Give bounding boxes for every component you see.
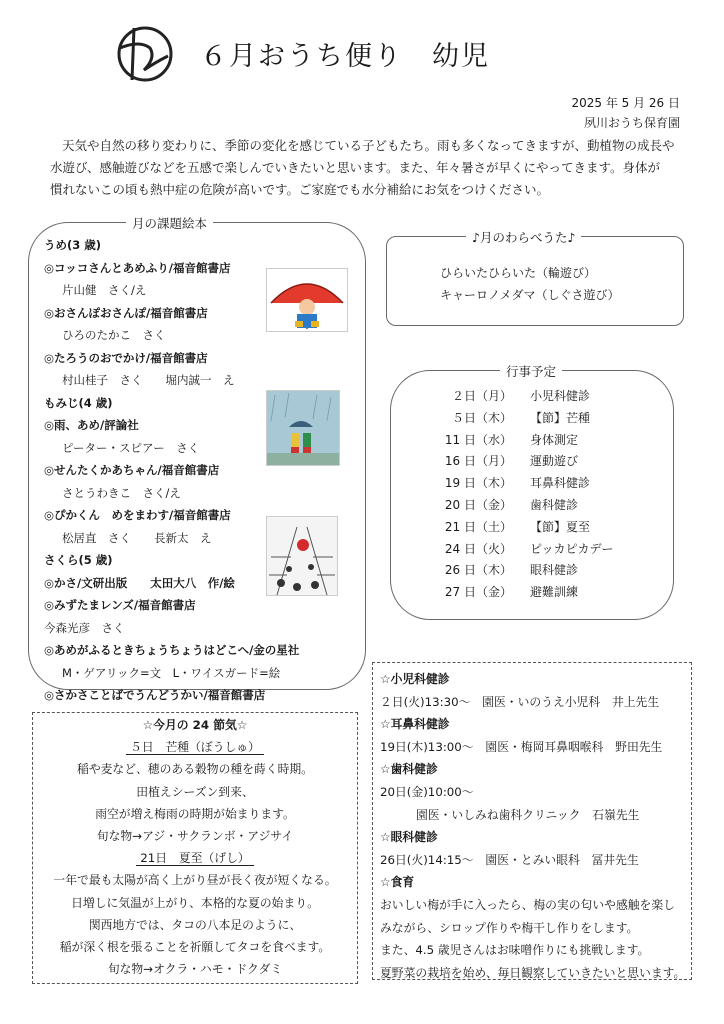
organization-name: 夙川おうち保育園: [583, 116, 680, 130]
book-title: ◎せんたくかあちゃん/福音館書店: [44, 463, 220, 477]
book-title: ◎たろうのおでかけ/福音館書店: [44, 350, 208, 365]
event-row: [424, 539, 614, 561]
intro-line: 水遊び、感触遊びなどを五感で楽しんでいきたいと思います。また、年々暑さが早くにやってきます。身体が: [50, 160, 661, 175]
event-date: ５日（木）: [451, 410, 512, 425]
checkup-detail: 園医・いしみね歯科クリニック 石嶺先生: [416, 807, 640, 822]
event-date: 19 日（木）: [444, 476, 512, 491]
age-group-label: さくら(5 歳): [44, 553, 113, 567]
solar-term-text: 稲や麦など、穂のある穀物の種を蒔く時期。: [77, 762, 313, 777]
event-name: 身体測定: [530, 432, 579, 447]
event-name: 運動遊び: [530, 454, 579, 469]
book-author: 今森光彦 さく: [44, 620, 125, 635]
event-name: 避難訓練: [530, 585, 579, 600]
solar-term-text: 日増しに気温が上がり、本格的な夏の始まり。: [71, 895, 319, 910]
checkup-detail: 19日(木)13:00～ 園医・梅岡耳鼻咽喉科 野田先生: [380, 739, 663, 754]
event-date: 27 日（金）: [444, 585, 512, 600]
event-date: 20 日（金）: [444, 497, 512, 512]
event-name: 歯科健診: [530, 497, 579, 512]
section-heading: ☆耳鼻科健診: [380, 717, 450, 732]
event-row: [424, 582, 614, 604]
book-title: ◎おさんぽおさんぽ/福音館書店: [44, 305, 208, 320]
age-group-label: もみじ(4 歳): [44, 395, 113, 410]
solar-term-text: 旬な物→アジ・サクランボ・アジサイ: [96, 828, 294, 843]
book-author: 村山桂子 さく 堀内誠一 え: [62, 373, 235, 387]
solar-term-text: 旬な物→オクラ・ハモ・ドクダミ: [107, 962, 283, 977]
school-logo-icon: [110, 18, 180, 88]
book-author: ひろのたかこ さく: [62, 328, 166, 342]
page-title: ６月おうち便り 幼児: [200, 41, 490, 72]
book-author: M・ゲアリック=文 L・ワイスガード=絵: [62, 665, 281, 680]
event-date: 11 日（水）: [444, 432, 512, 447]
event-row: [424, 451, 614, 473]
section-heading: ☆歯科健診: [380, 762, 438, 777]
nursery-rhymes-list: [440, 262, 620, 306]
event-row: [424, 386, 614, 408]
event-row: [424, 408, 614, 430]
book-author: 松居直 さく 長新太 え: [62, 530, 212, 545]
book-title: ◎みずたまレンズ/福音館書店: [44, 598, 196, 612]
age-group-label: うめ(3 歳): [44, 238, 102, 252]
solar-term-text: 田植えシーズン到来、: [136, 784, 254, 799]
solar-term-text: 稲が深く根を張ることを祈願してタコを食べます。: [59, 939, 331, 954]
solar-term-title: [34, 736, 356, 758]
event-date: ２日（月）: [451, 389, 512, 403]
event-name: ピッカピカデー: [530, 541, 614, 556]
intro-line: 天気や自然の移り変わりに、季節の変化を感じている子どもたち。雨も多くなってきますが、動植物の成長や: [62, 138, 675, 153]
health-checkups-list: [380, 668, 685, 984]
event-row: [424, 495, 614, 517]
food-education-text: 夏野菜の栽培を始め、毎日観察していきたいと思います。: [380, 965, 686, 980]
checkup-detail: ２日(火)13:30～ 園医・いのうえ小児科 井上先生: [380, 694, 660, 709]
nursery-rhymes-heading: ♪月のわらべうた♪: [466, 228, 581, 246]
picture-books-list: [44, 234, 300, 707]
event-row: [424, 560, 614, 582]
section-heading: ☆食育: [380, 875, 415, 890]
food-education-text: また、4.5 歳児さんはお味噌作りにも挑戦します。: [380, 943, 650, 958]
book-title: ◎あめがふるときちょうちょうはどこへ/金の星社: [44, 643, 300, 657]
event-date: 21 日（土）: [444, 519, 512, 534]
book-cover-kokko-image: [266, 268, 348, 332]
issue-date: 2025 年 5 月 26 日: [571, 96, 680, 110]
intro-line: 慣れないこの頃も熱中症の危険が高いです。ご家庭でも水分補給にお気をつけください。: [50, 182, 550, 197]
solar-term-title: [34, 847, 356, 869]
picture-books-heading: 月の課題絵本: [126, 214, 213, 232]
event-row: [424, 473, 614, 495]
book-author: さとうわきこ さく/え: [62, 485, 181, 500]
section-heading: ☆眼科健診: [380, 830, 438, 845]
event-row: [424, 430, 614, 452]
book-title: ◎かさ/文研出版 太田大八 作/絵: [44, 575, 235, 590]
solar-term-text: 関西地方では、タコの八本足のように、: [88, 917, 302, 932]
event-name: 【節】夏至: [530, 519, 591, 534]
book-title: ◎ぴかくん めをまわす/福音館書店: [44, 508, 231, 522]
food-education-text: おいしい梅が手に入ったら、梅の実の匂いや感触を楽し: [380, 897, 675, 912]
solar-term-text: 雨空が増え梅雨の時期が始まります。: [95, 806, 295, 821]
book-title: ◎雨、あめ/評論社: [44, 418, 139, 432]
checkup-detail: 26日(火)14:15～ 園医・とみい眼科 冨井先生: [380, 852, 639, 867]
events-list: [424, 386, 614, 604]
solar-terms-heading: ☆今月の 24 節気☆: [142, 718, 248, 732]
event-row: [424, 517, 614, 539]
nursery-rhyme-item: ひらいたひらいた（輪遊び）: [440, 266, 597, 280]
food-education-text: みながら、シロップ作りや梅干し作りをします。: [380, 920, 639, 935]
book-title: ◎さかさことばでうんどうかい/福音館書店: [44, 688, 266, 702]
solar-terms-list: [34, 714, 356, 980]
section-heading: ☆小児科健診: [380, 672, 450, 686]
event-date: 26 日（木）: [444, 563, 512, 578]
book-cover-rain-image: [266, 390, 340, 466]
book-author: 片山健 さく/え: [62, 283, 147, 297]
intro-paragraph: [50, 135, 690, 201]
event-date: 24 日（火）: [444, 541, 512, 556]
book-title: ◎コッコさんとあめふり/福音館書店: [44, 260, 231, 275]
checkup-detail: 20日(金)10:00～: [380, 784, 474, 799]
event-name: 【節】芒種: [530, 410, 591, 425]
event-name: 耳鼻科健診: [530, 476, 591, 491]
book-cover-umbrella-image: [266, 516, 338, 596]
solar-term-text: 一年で最も太陽が高く上がり昼が長く夜が短くなる。: [53, 873, 337, 888]
solar-term-title-text: ５日 芒種（ぼうしゅ）: [126, 740, 264, 755]
event-name: 小児科健診: [530, 389, 591, 403]
event-name: 眼科健診: [530, 563, 579, 578]
solar-term-title-text: 21日 夏至（げし）: [136, 851, 253, 866]
events-heading: 行事予定: [500, 362, 562, 380]
book-author: ピーター・スピアー さく: [62, 440, 200, 455]
event-date: 16 日（月）: [444, 454, 512, 469]
nursery-rhyme-item: キャーロノメダマ（しぐさ遊び）: [440, 288, 620, 302]
